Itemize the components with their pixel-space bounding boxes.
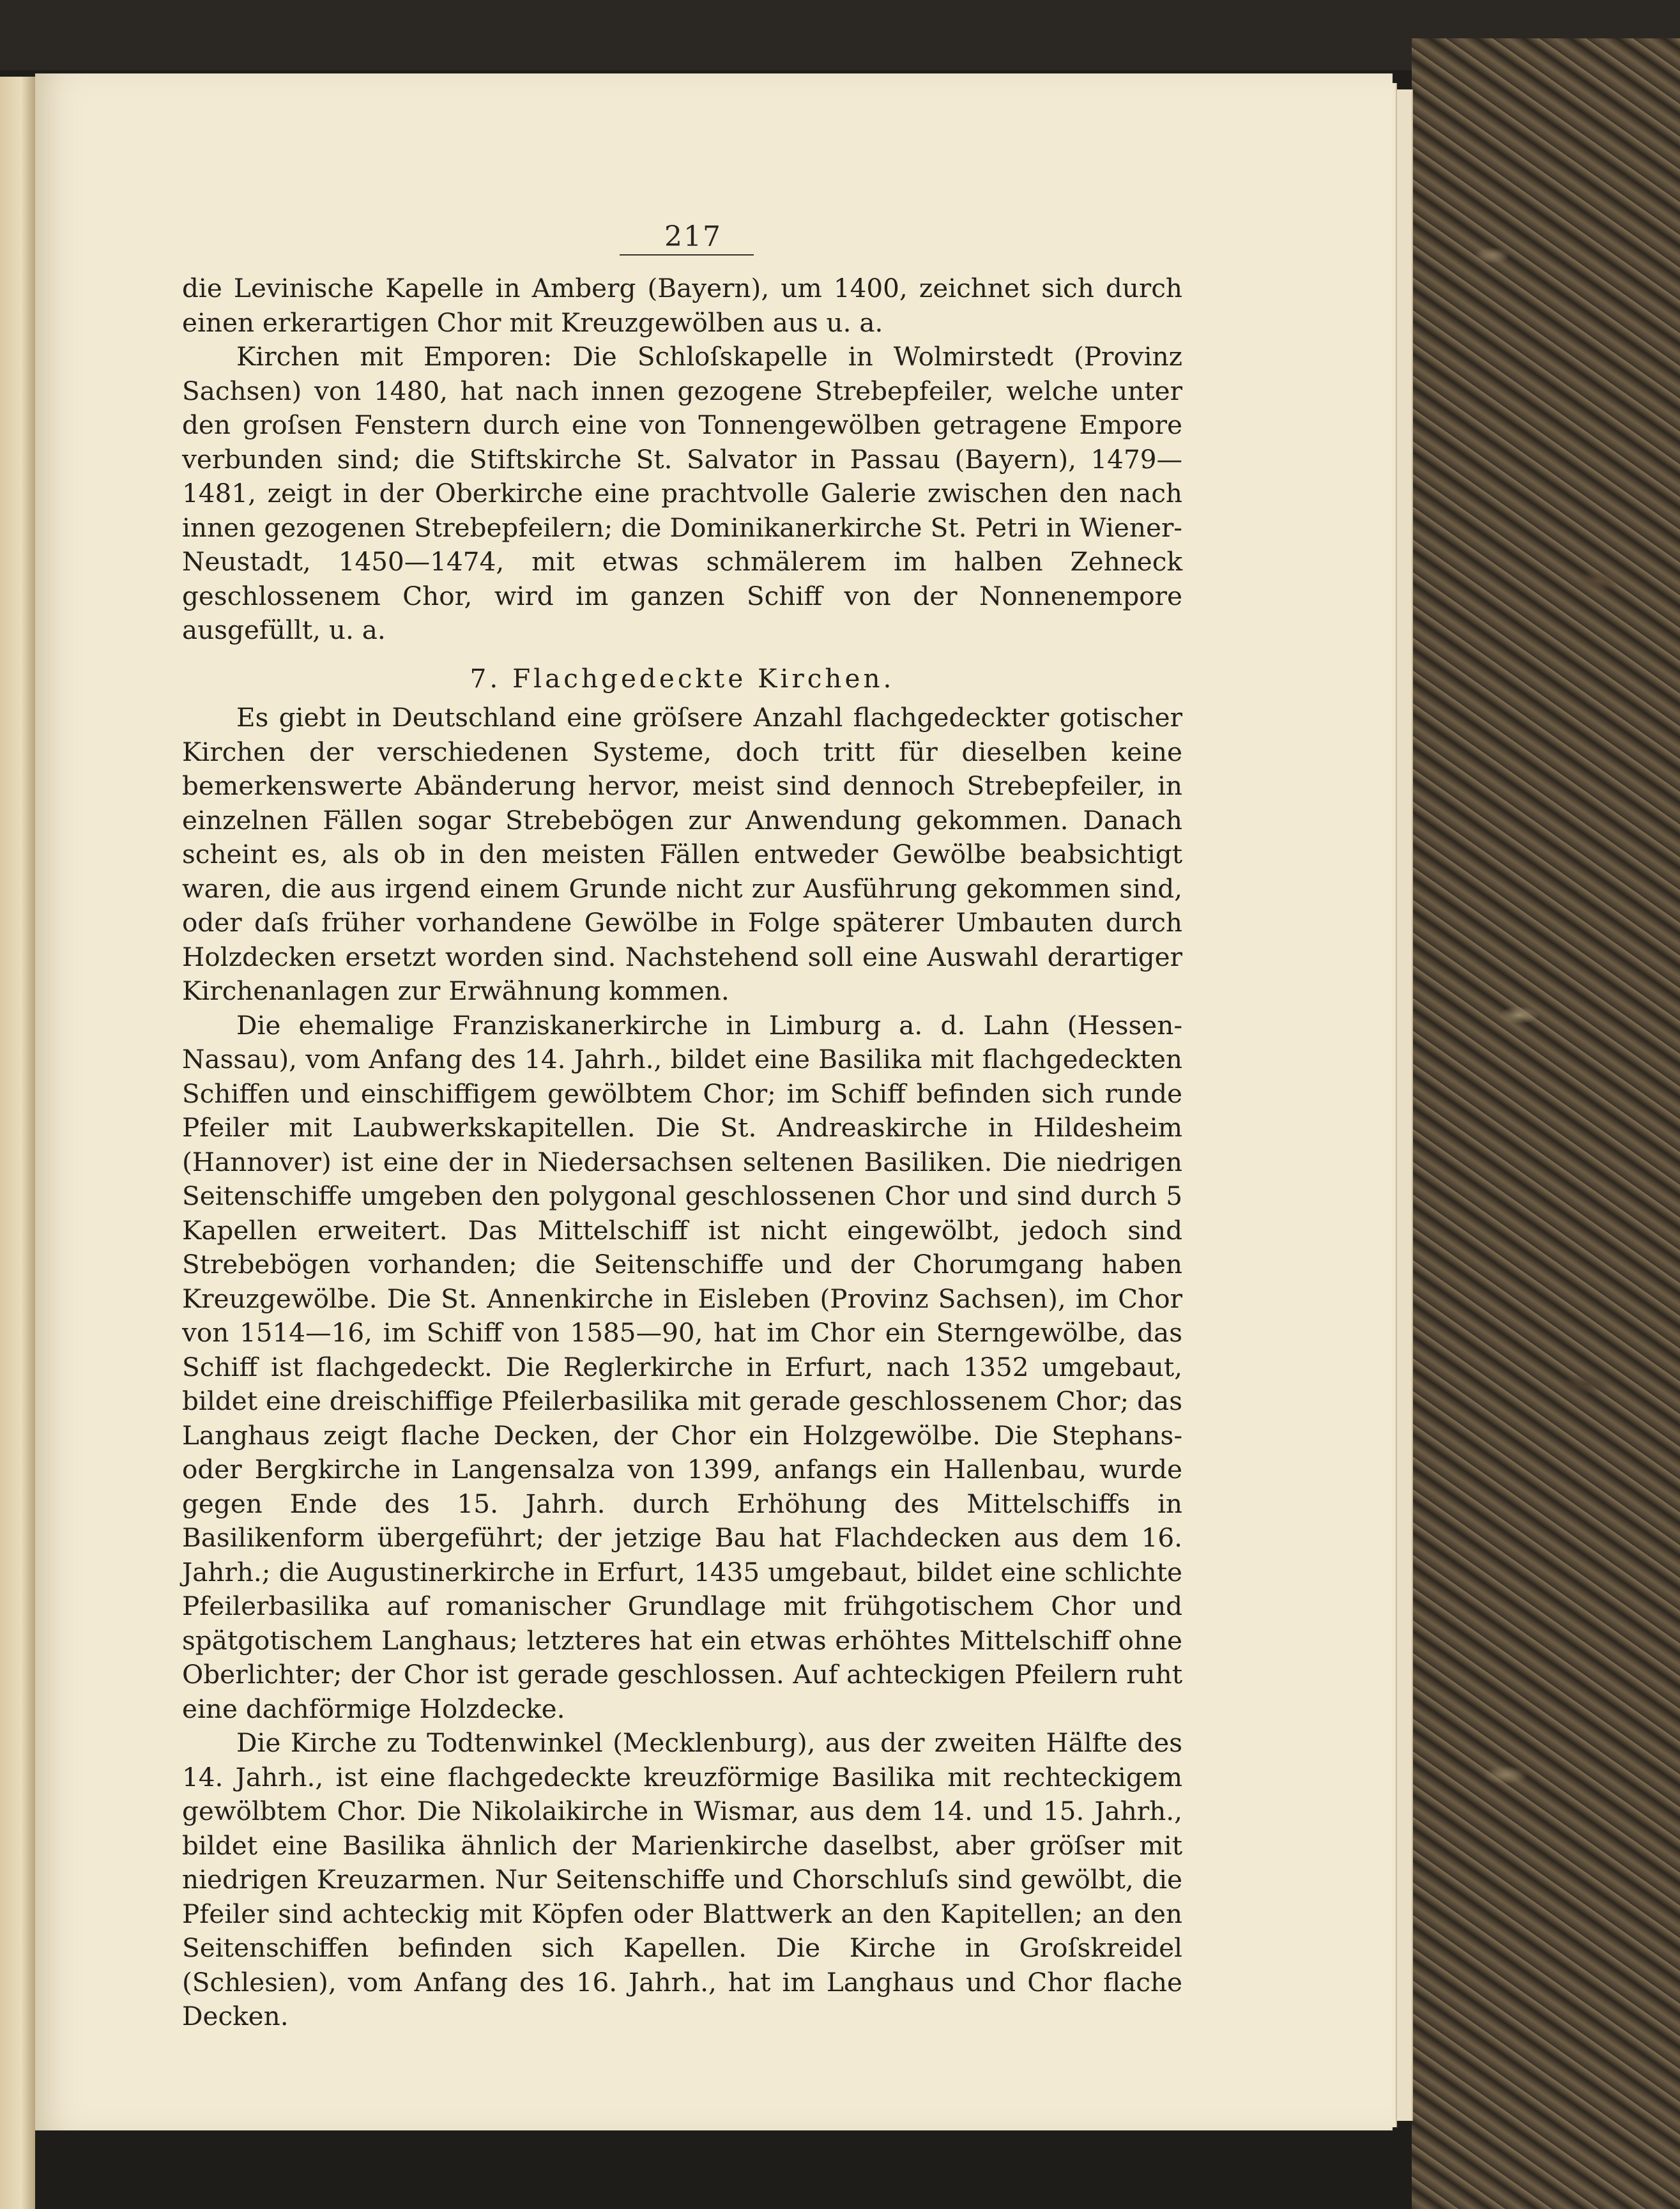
paragraph: Die Kirche zu Todtenwinkel (Mecklenburg), aus der zweiten Hälfte des 14. Jahrh., ist eine flachgedeckte kreuzförmige Basilika mit rechteckigem gewölbtem Chor. Die Nikolaikirche in Wismar, aus dem 14. und 15. Jahrh., bildet eine Basilika ähnlich der Marienkirche daselbst, aber gröſser mit niedrigen Kreuzarmen. Nur Seitenschiffe und Chorschluſs sind gewölbt, die Pfeiler sind achteckig mit Köpfen oder Blattwerk an den Kapitellen; an den Seitenschiffen befinden sich Kapellen. Die Kirche in Groſskreidel (Schlesien), vom Anfang des 16. Jahrh., hat im Langhaus und Chor flache Decken. xyxy=(182,1727,1182,2031)
page-body xyxy=(182,271,1182,2034)
marbled-book-edge xyxy=(1412,38,1680,2209)
left-page-edge xyxy=(0,77,35,2209)
section-heading: 7. Flachgedeckte Kirchen. xyxy=(470,662,895,694)
paragraph: Die ehemalige Franziskanerkirche in Limburg a. d. Lahn (Hessen-Nassau), vom Anfang des 14. Jahrh., bildet eine Basilika mit flachgedeckten Schiffen und einschiffigem gewölbtem Chor; im Schiff befinden sich runde Pfeiler mit Laubwerkskapitellen. Die St. Andreaskirche in Hildesheim (Hannover) ist eine der in Niedersachsen seltenen Basiliken. Die niedrigen Seitenschiffe umgeben den polygonal geschlossenen Chor und sind durch 5 Kapellen erweitert. Das Mittelschiff ist nicht eingewölbt, jedoch sind Strebebögen vorhanden; die Seitenschiffe und der Chorumgang haben Kreuzgewölbe. Die St. Annenkirche in Eisleben (Provinz Sachsen), im Chor von 1514—16, im Schiff von 1585—90, hat im Chor ein Sterngewölbe, das Schiff ist flachgedeckt. Die Reglerkirche in Erfurt, nach 1352 umgebaut, bildet eine dreischiffige Pfeilerbasilika mit gerade geschlossenem Chor; das Langhaus zeigt flache Decken, der Chor ein Holzgewölbe. Die Stephans- oder Bergkirche in Langensalza von 1399, anfangs ein Hallenbau, wurde gegen Ende des 15. Jahrh. durch Erhöhung des Mittelschiffs in Basilikenform übergeführt; der jetzige Bau hat Flachdecken aus dem 16. Jahrh.; die Augustinerkirche in Erfurt, 1435 umgebaut, bildet eine schlichte Pfeilerbasilika auf romanischer Grundlage mit frühgotischem Chor und spätgotischem Langhaus; letzteres hat ein etwas erhöhtes Mittelschiff ohne Oberlichter; der Chor ist gerade geschlossen. Auf achteckigen Pfeilern ruht eine dachförmige Holzdecke. xyxy=(182,1009,1182,1724)
page-number: 217 xyxy=(664,220,722,253)
page-number-rule xyxy=(620,254,754,256)
paragraph: Es giebt in Deutschland eine gröſsere Anzahl flachgedeckter gotischer Kirchen der verschiedenen Systeme, doch tritt für dieselben keine bemerkenswerte Abänderung hervor, meist sind dennoch Strebepfeiler, in einzelnen Fällen sogar Strebebögen zur Anwendung gekommen. Danach scheint es, als ob in den meisten Fällen entweder Gewölbe beabsichtigt waren, die aus irgend einem Grunde nicht zur Ausführung gekommen sind, oder daſs früher vorhandene Gewölbe in Folge späterer Umbauten durch Holzdecken ersetzt worden sind. Nachstehend soll eine Auswahl derartiger Kirchenanlagen zur Erwähnung kommen. xyxy=(182,702,1182,1006)
paragraph: die Levinische Kapelle in Amberg (Bayern), um 1400, zeichnet sich durch einen erkerartigen Chor mit Kreuzgewölben aus u. a. xyxy=(182,273,1182,338)
paragraph: Kirchen mit Emporen: Die Schloſskapelle in Wolmirstedt (Provinz Sachsen) von 1480, hat nach innen gezogene Strebepfeiler, welche unter den groſsen Fenstern durch eine von Tonnengewölben getragene Empore verbunden sind; die Stiftskirche St. Salvator in Passau (Bayern), 1479—1481, zeigt in der Oberkirche eine prachtvolle Galerie zwischen den nach innen gezogenen Strebepfeilern; die Dominikanerkirche St. Petri in Wiener-Neustadt, 1450—1474, mit etwas schmälerem im halben Zehneck geschlossenem Chor, wird im ganzen Schiff von der Nonnenempore ausgefüllt, u. a. xyxy=(182,341,1182,645)
